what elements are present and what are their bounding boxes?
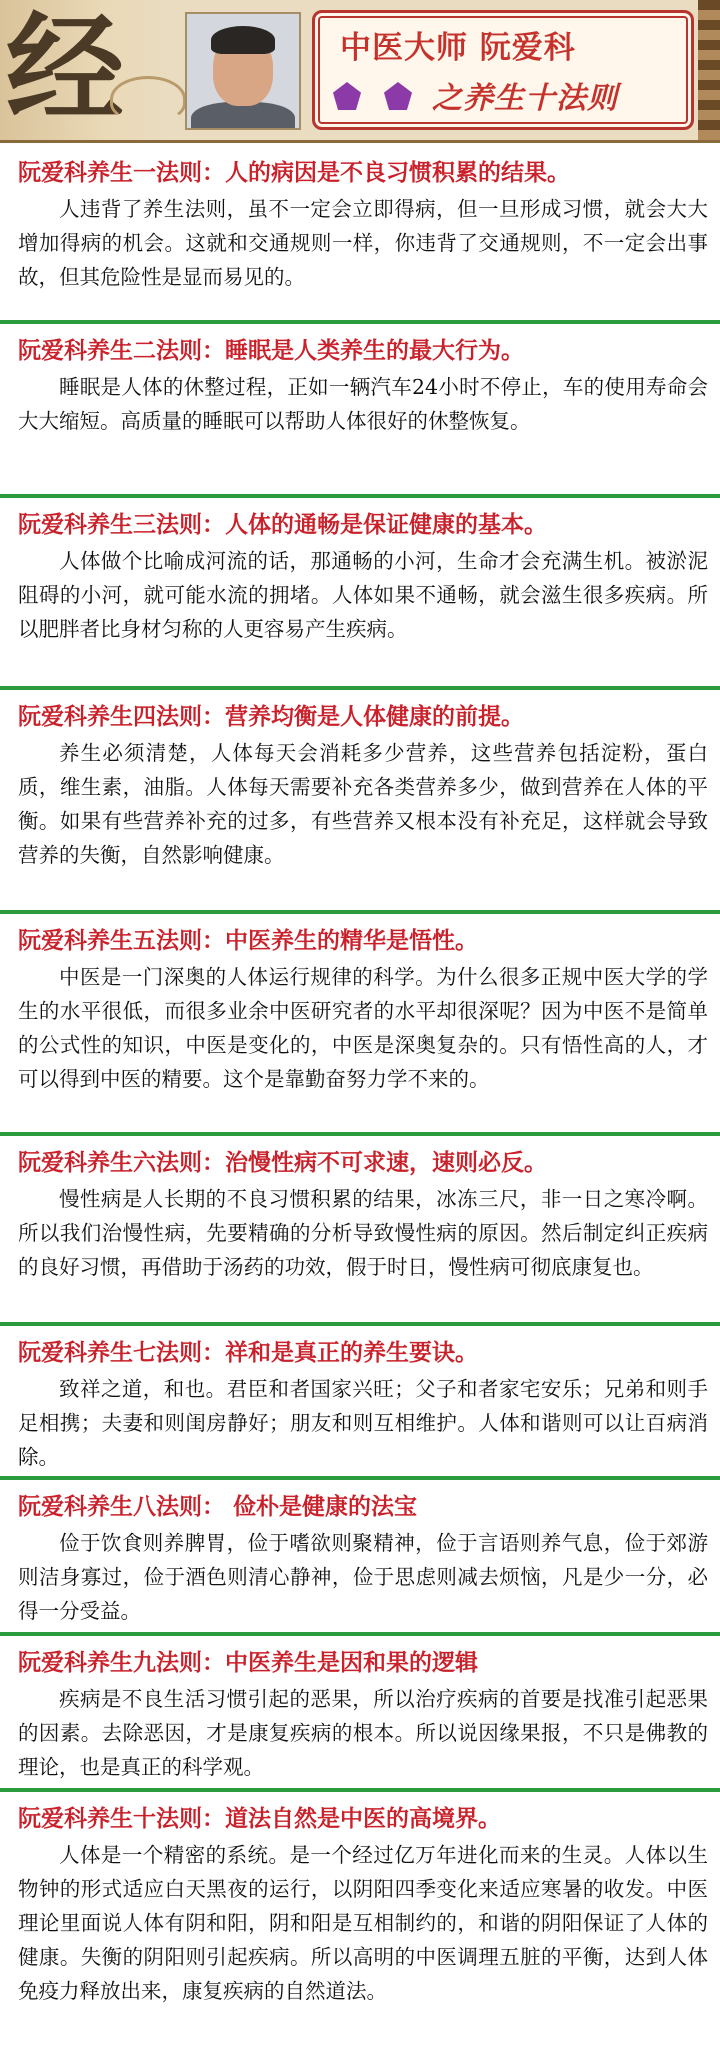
calligraphy-panel <box>0 0 175 140</box>
rule-body: 致祥之道，和也。君臣和者国家兴旺；父子和者家宅安乐；兄弟和则手足相携；夫妻和则闺房静好；朋友和则互相维护。人体和谐则可以让百病消除。 <box>18 1377 708 1469</box>
rule-section-4 <box>0 690 720 914</box>
rule-title: 阮爱科养生十法则：道法自然是中医的高境界。 <box>18 1805 501 1832</box>
rule-section-7 <box>0 1326 720 1480</box>
rule-section-5 <box>0 914 720 1136</box>
photo-shirt <box>191 102 295 130</box>
rule-title: 阮爱科养生四法则：营养均衡是人体健康的前提。 <box>18 703 524 730</box>
rule-body: 人体是一个精密的系统。是一个经过亿万年进化而来的生灵。人体以生物钟的形式适应白天黑夜的运行，以阴阳四季变化来适应寒暑的收发。中医理论里面说人体有阴和阳，阴和阳是互相制约的，和谐的阴阳保证了人体的健康。失衡的阴阳则引起疾病。所以高明的中医调理五脏的平衡，达到人体免疫力释放出来，康复疾病的自然道法。 <box>18 1843 708 2003</box>
rule-title: 阮爱科养生六法则：治慢性病不可求速，速则必反。 <box>18 1149 547 1176</box>
rule-body: 疾病是不良生活习惯引起的恶果，所以治疗疾病的首要是找准引起恶果的因素。去除恶因，才是康复疾病的根本。所以说因缘果报，不只是佛教的理论，也是真正的科学观。 <box>18 1687 708 1779</box>
rule-title: 阮爱科养生三法则：人体的通畅是保证健康的基本。 <box>18 511 547 538</box>
rule-title: 阮爱科养生九法则：中医养生是因和果的逻辑 <box>18 1649 478 1676</box>
rule-section-1 <box>0 146 720 324</box>
rule-body: 人体做个比喻成河流的话，那通畅的小河，生命才会充满生机。被淤泥阻碍的小河，就可能水流的拥堵。人体如果不通畅，就会滋生很多疾病。所以肥胖者比身材匀称的人更容易产生疾病。 <box>18 549 708 641</box>
page-subtitle: 之养生十法则 <box>432 81 618 116</box>
page-title: 中医大师 阮爱科 <box>340 30 576 66</box>
rule-section-2 <box>0 324 720 498</box>
rule-body: 中医是一门深奥的人体运行规律的科学。为什么很多正规中医大学的学生的水平很低，而很多业余中医研究者的水平却很深呢？因为中医不是简单的公式性的知识，中医是变化的，中医是深奥复杂的。只有悟性高的人，才可以得到中医的精要。这个是靠勤奋努力学不来的。 <box>18 965 708 1091</box>
rule-body: 俭于饮食则养脾胃，俭于嗜欲则聚精神，俭于言语则养气息，俭于郊游则洁身寡过，俭于酒色则清心静神，俭于思虑则减去烦恼，凡是少一分，必得一分受益。 <box>18 1531 708 1623</box>
calligraphy-character: 经 <box>6 0 125 138</box>
cloud-ornament-icon <box>110 76 186 122</box>
author-photo <box>185 12 301 130</box>
rules-list <box>0 146 720 2028</box>
photo-hair <box>211 26 275 54</box>
header-banner <box>0 0 720 143</box>
rule-title: 阮爱科养生八法则： 俭朴是健康的法宝 <box>18 1493 418 1520</box>
rule-body: 慢性病是人长期的不良习惯积累的结果，冰冻三尺，非一日之寒冷啊。所以我们治慢性病，先要精确的分析导致慢性病的原因。然后制定纠正疾病的良好习惯，再借助于汤药的功效，假于时日，慢性病可彻底康复也。 <box>18 1187 708 1279</box>
rule-section-9 <box>0 1636 720 1792</box>
rule-body: 养生必须清楚，人体每天会消耗多少营养，这些营养包括淀粉，蛋白质，维生素，油脂。人体每天需要补充各类营养多少，做到营养在人体的平衡。如果有些营养补充的过多，有些营养又根本没有补充足，这样就会导致营养的失衡，自然影响健康。 <box>18 741 708 867</box>
rule-section-10 <box>0 1792 720 2028</box>
rule-section-8 <box>0 1480 720 1636</box>
border-ornament <box>698 0 720 140</box>
rule-section-6 <box>0 1136 720 1326</box>
rule-title: 阮爱科养生五法则：中医养生的精华是悟性。 <box>18 927 478 954</box>
rule-section-3 <box>0 498 720 690</box>
rule-title: 阮爱科养生七法则：祥和是真正的养生要诀。 <box>18 1339 478 1366</box>
rule-body: 睡眠是人体的休整过程，正如一辆汽车24小时不停止，车的使用寿命会大大缩短。高质量的睡眠可以帮助人体很好的休整恢复。 <box>18 375 708 433</box>
rule-body: 人违背了养生法则，虽不一定会立即得病，但一旦形成习惯，就会大大增加得病的机会。这就和交通规则一样，你违背了交通规则，不一定会出事故，但其危险性是显而易见的。 <box>18 197 708 289</box>
rule-title: 阮爱科养生二法则：睡眠是人类养生的最大行为。 <box>18 337 524 364</box>
rule-title: 阮爱科养生一法则：人的病因是不良习惯积累的结果。 <box>18 159 570 186</box>
